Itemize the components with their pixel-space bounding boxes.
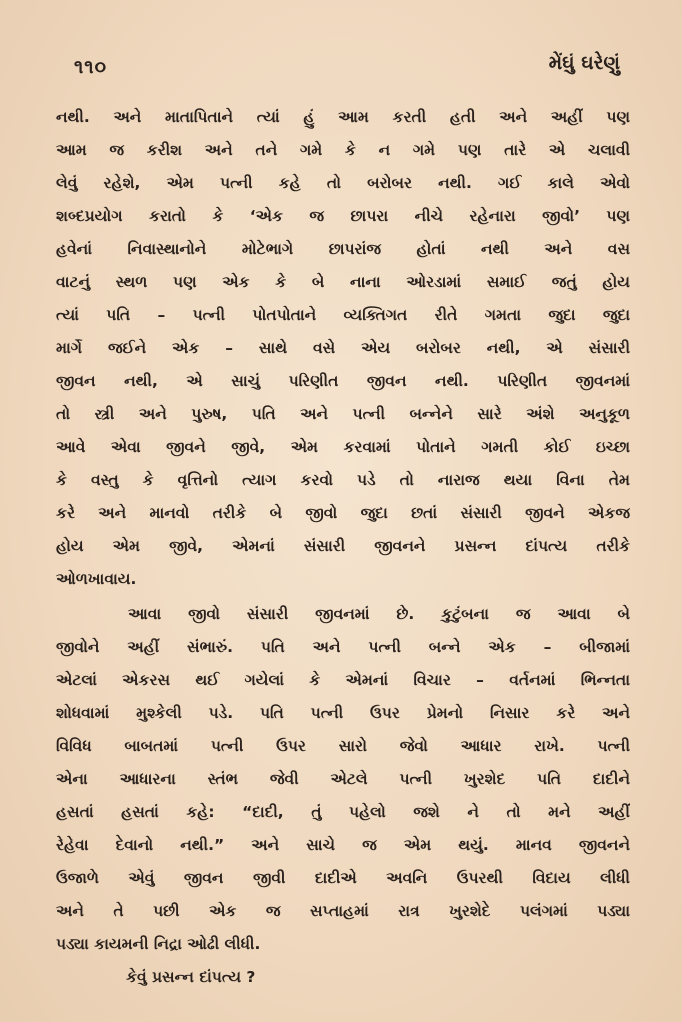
- text-line: તો સ્ત્રી અને પુરુષ, પતિ અને પત્ની બન્નેને સારે અંશે અનુકૂળ: [56, 405, 630, 423]
- text-line: આવા જીવો સંસારી જીવનમાં છે. કુટુંબના જ આવા બે: [128, 605, 630, 623]
- paragraph-1: [56, 101, 630, 596]
- text-line: રેહેવા દેવાનો નથી.” અને સાચે જ એમ થયું. માનવ જીવનને: [56, 836, 630, 854]
- text-line: શોધવામાં મુશ્કેલી પડે. પતિ પત્ની ઉપર પ્રેમનો નિસાર કરે અને: [56, 704, 630, 722]
- text-line: જીવન નથી, એ સાચું પરિણીત જીવન નથી. પરિણીત જીવનમાં: [56, 372, 630, 390]
- text-line: લેવું રહેશે, એમ પત્ની કહે તો બરોબર નથી. ગઈ કાલે એવો: [56, 174, 630, 192]
- text-line: માર્ગે જઈને એક – સાથે વસે એય બરોબર નથી, એ સંસારી: [56, 339, 630, 357]
- text-line: જીવોને અહીં સંભારું. પતિ અને પત્ની બન્ને એક – બીજામાં: [56, 638, 630, 656]
- text-line: નથી. અને માતાપિતાને ત્યાં હું આમ કરતી હતી અને અહીં પણ: [56, 108, 630, 126]
- text-line: હોય એમ જીવે, એમનાં સંસારી જીવનને પ્રસન્ન દાંપત્ય તરીકે: [56, 537, 630, 555]
- body-text: [56, 101, 630, 994]
- text-line: કે વસ્તુ કે વૃત્તિનો ત્યાગ કરવો પડે તો નારાજ થયા વિના તેમ: [56, 471, 630, 489]
- paragraph-3: [56, 961, 630, 994]
- text-line: ઉજાળે એવું જીવન જીવી દાદીએ અવનિ ઉપરથી વિદાય લીધી: [56, 869, 630, 887]
- text-line: આમ જ કરીશ અને તને ગમે કે ન ગમે પણ તારે એ ચલાવી: [56, 141, 630, 159]
- text-line: પડ્યા કાયમની નિદ્રા ઓઢી લીધી.: [56, 935, 261, 953]
- text-line: અને તે પછી એક જ સપ્તાહમાં રાત્ર ખુરશેદે પલંગમાં પડ્યા: [56, 902, 630, 920]
- text-line: વિવિધ બાબતમાં પત્ની ઉપર સારો જેવો આધાર રાખે. પત્ની: [56, 737, 630, 755]
- text-line: હસતાં હસતાં કહે: “દાદી, તું પહેલો જશે ને તો મને અહીં: [56, 803, 630, 821]
- running-title: મેંઘું ઘરેણું: [548, 52, 620, 74]
- text-line: એના આધારના સ્તંભ જેવી એટલે પત્ની ખુરશેદ પતિ દાદીને: [56, 770, 630, 788]
- text-line: શબ્દપ્રયોગ કરાતો કે ‘એક જ છાપરા નીચે રહેનારા જીવો’ પણ: [56, 207, 630, 225]
- text-line: વાટનું સ્થળ પણ એક કે બે નાના ઓરડામાં સમાઈ જતું હોય: [56, 273, 630, 291]
- closing-question: કેવું પ્રસન્ન દાંપત્ય ?: [126, 968, 256, 986]
- text-line: આવે એવા જીવને જીવે, એમ કરવામાં પોતાને ગમતી કોઈ ઇચ્છા: [56, 438, 630, 456]
- text-line: ત્યાં પતિ – પત્ની પોતપોતાને વ્યક્તિગત રીતે ગમતા જુદા જુદા: [56, 306, 630, 324]
- text-line: હવેનાં નિવાસ્થાનોને મોટેભાગે છાપરાંજ હોતાં નથી અને વસ: [56, 240, 630, 258]
- text-line: એટલાં એકરસ થઈ ગયેલાં કે એમનાં વિચાર – વર્તનમાં ભિન્નતા: [56, 671, 630, 689]
- text-line: કરે અને માનવો તરીકે બે જીવો જુદા છતાં સંસારી જીવને એકજ: [56, 504, 630, 522]
- page-number: ૧૧૦: [74, 56, 108, 78]
- paragraph-2: [56, 598, 630, 961]
- text-line: ઓળખાવાય.: [56, 570, 137, 588]
